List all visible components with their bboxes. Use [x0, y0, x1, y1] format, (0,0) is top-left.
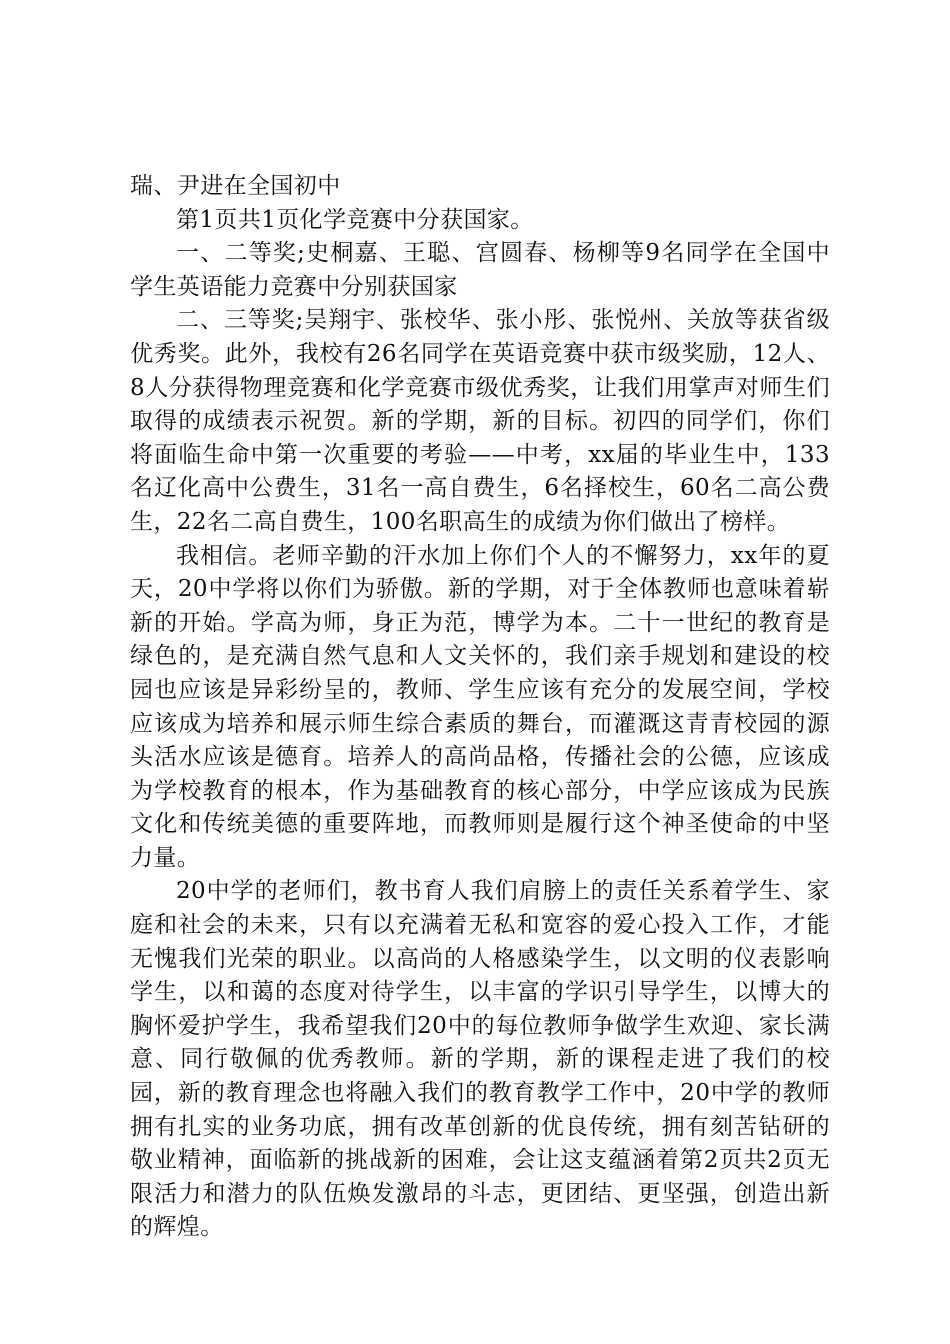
paragraph-continuation: 瑞、尹进在全国初中 — [130, 173, 341, 199]
paragraph-awards-provincial: 二、三等奖;吴翔宇、张校华、张小彤、张悦州、关放等获省级优秀奖。此外，我校有26名同学在英语竞赛中获市级奖励，12人、8人分获得物理竞赛和化学竞赛市级优秀奖，让我们用掌声对师生们取得的成绩表示祝贺。新的学期，新的目标。初四的同学们，你们将面临生命中第一次重要的考验——中考，xx届的毕业生中，133名辽化高中公费生，31名一高自费生，6名择校生，60名二高公费生，22名二高自费生，100名职高生的成绩为你们做出了榜样。 — [130, 307, 830, 535]
paragraph-belief: 我相信。老师辛勤的汗水加上你们个人的不懈努力，xx年的夏天，20中学将以你们为骄傲。新的学期，对于全体教师也意味着崭新的开始。学高为师，身正为范，博学为本。二十一世纪的教育是绿色的，是充满自然气息和人文关怀的，我们亲手规划和建设的校园也应该是异彩纷呈的，教师、学生应该有充分的发展空间，学校应该成为培养和展示师生综合素质的舞台，而灌溉这青青校园的源头活水应该是德育。培养人的高尚品格，传播社会的公德，应该成为学校教育的根本，作为基础教育的核心部分，中学应该成为民族文化和传统美德的重要阵地，而教师则是履行这个神圣使命的中坚力量。 — [130, 542, 830, 871]
paragraph-page-footer-line: 第1页共1页化学竞赛中分获国家。 — [176, 206, 534, 233]
paragraph-teachers: 20中学的老师们，教书育人我们肩膀上的责任关系着学生、家庭和社会的未来，只有以充满着无私和宽容的爱心投入工作，才能无愧我们光荣的职业。以高尚的人格感染学生，以文明的仪表影响学生，以和蔼的态度对待学生，以丰富的学识引导学生，以博大的胸怀爱护学生，我希望我们20中的每位教师争做学生欢迎、家长满意、同行敬佩的优秀教师。新的学期，新的课程走进了我们的校园，新的教育理念也将融入我们的教育教学工作中，20中学的教师拥有扎实的业务功底，拥有改革创新的优良传统，拥有刻苦钻研的敬业精神，面临新的挑战新的困难，会让这支蕴涵着第2页共2页无限活力和潜力的队伍焕发激昂的斗志，更团结、更坚强，创造出新的辉煌。 — [130, 878, 830, 1241]
paragraph-awards-english: 一、二等奖;史桐嘉、王聪、宫圆春、杨柳等9名同学在全国中学生英语能力竞赛中分别获国家 — [130, 240, 830, 300]
document-body — [130, 170, 830, 1245]
